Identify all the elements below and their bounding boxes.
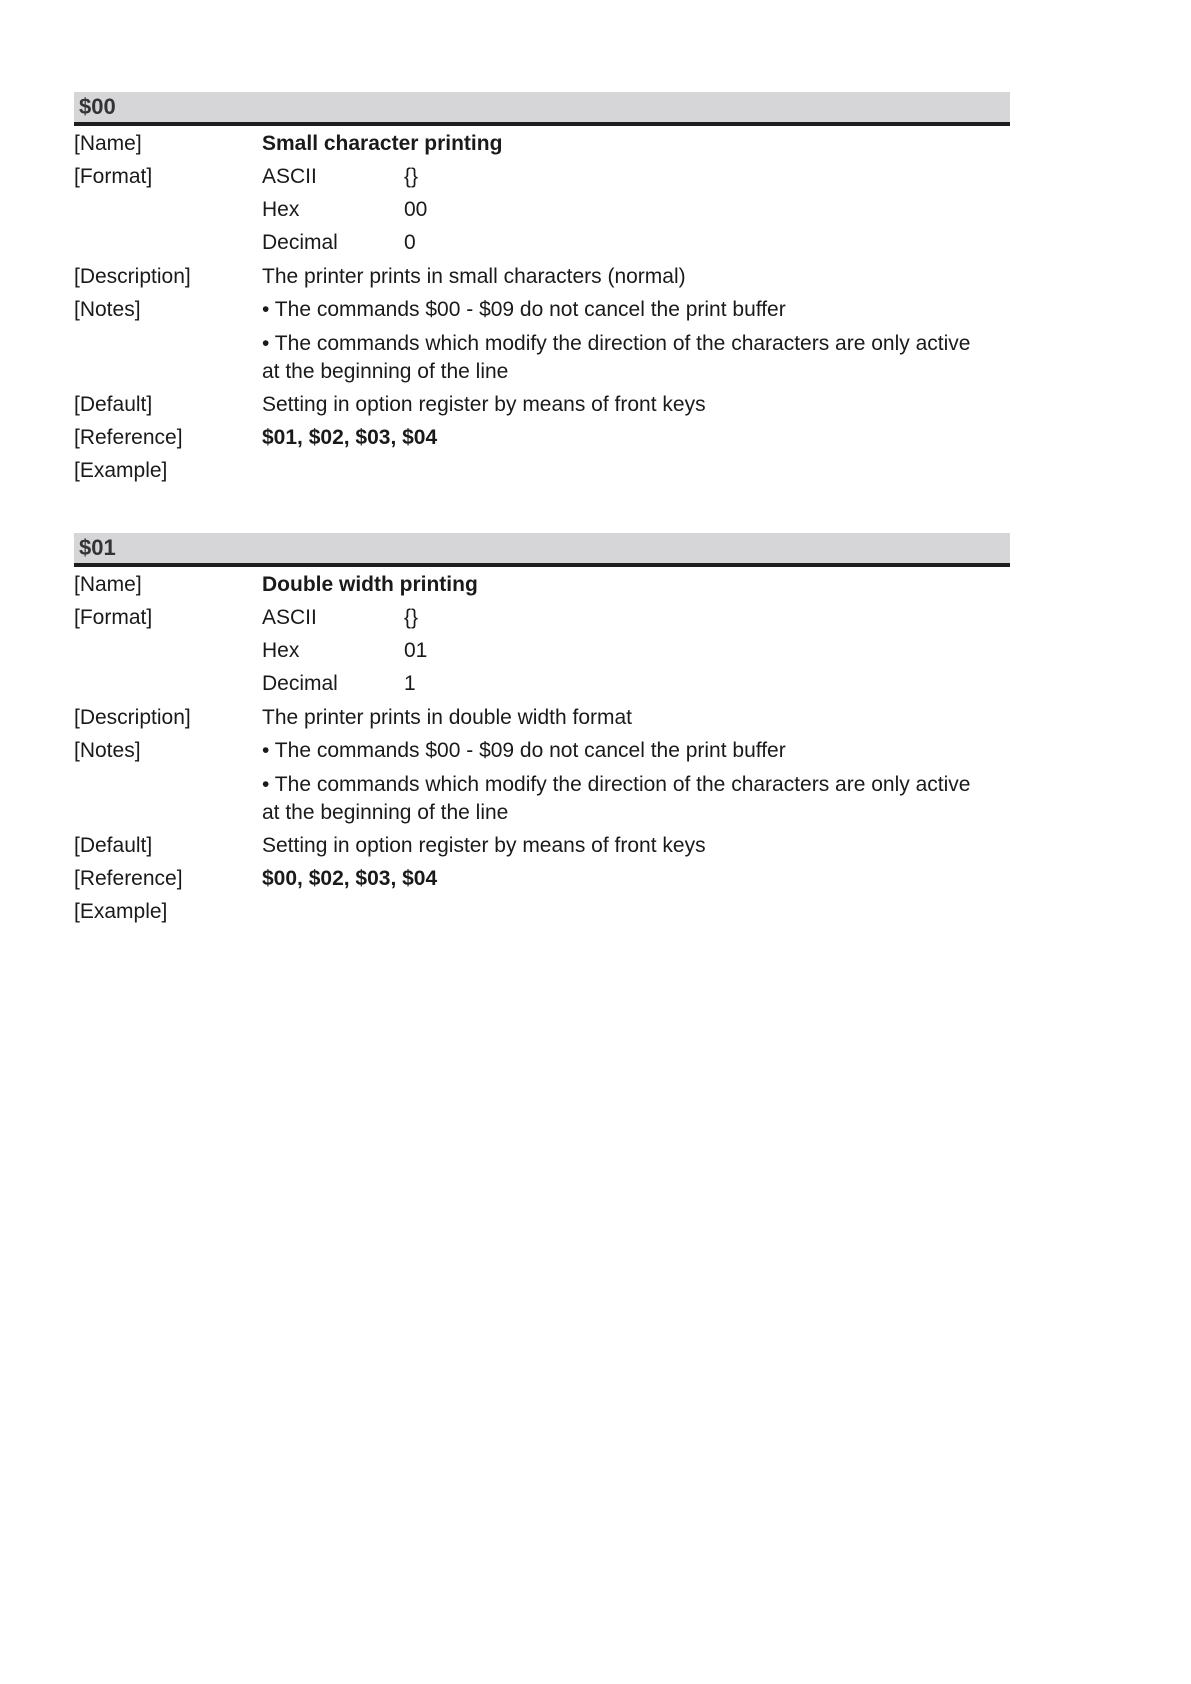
command-code: $00 <box>79 94 116 119</box>
command-name: Double width printing <box>262 573 478 596</box>
reference-row <box>74 865 1010 893</box>
name-row <box>74 571 1010 599</box>
name-row <box>74 130 1010 158</box>
note-item: • The commands which modify the direction of the characters are only active at the beginning of the line <box>262 773 971 824</box>
description-text: The printer prints in small characters (normal) <box>262 265 686 288</box>
example-row <box>74 898 1010 926</box>
default-text: Setting in option register by means of front keys <box>262 393 706 416</box>
format-ascii: ASCII {} <box>262 165 419 188</box>
name-label: [Name] <box>74 573 142 596</box>
reference-text: $00, $02, $03, $04 <box>262 867 438 890</box>
format-row <box>74 604 1010 703</box>
description-label: [Description] <box>74 265 191 288</box>
default-label: [Default] <box>74 393 153 416</box>
reference-label: [Reference] <box>74 426 183 449</box>
default-row <box>74 391 1010 419</box>
format-hex: Hex 01 <box>262 639 428 662</box>
reference-label: [Reference] <box>74 867 183 890</box>
command-name: Small character printing <box>262 132 503 155</box>
reference-text: $01, $02, $03, $04 <box>262 426 438 449</box>
default-row <box>74 832 1010 860</box>
format-row <box>74 163 1010 262</box>
example-label: [Example] <box>74 459 168 482</box>
notes-row <box>74 737 1010 827</box>
format-label: [Format] <box>74 606 153 629</box>
example-text <box>262 457 1010 485</box>
format-ascii: ASCII {} <box>262 606 419 629</box>
note-item: • The commands which modify the direction of the characters are only active at the beginning of the line <box>262 332 971 383</box>
description-label: [Description] <box>74 706 191 729</box>
description-text: The printer prints in double width format <box>262 706 633 729</box>
section-header <box>74 92 1010 126</box>
notes-row <box>74 296 1010 386</box>
name-label: [Name] <box>74 132 142 155</box>
command-section-00 <box>74 92 1010 485</box>
notes-label: [Notes] <box>74 298 141 321</box>
default-text: Setting in option register by means of front keys <box>262 834 706 857</box>
reference-row <box>74 424 1010 452</box>
format-hex: Hex 00 <box>262 198 428 221</box>
description-row <box>74 263 1010 291</box>
format-label: [Format] <box>74 165 153 188</box>
notes-label: [Notes] <box>74 739 141 762</box>
note-item: • The commands $00 - $09 do not cancel the print buffer <box>262 298 786 321</box>
description-row <box>74 704 1010 732</box>
example-text <box>262 898 1010 926</box>
command-code: $01 <box>79 535 116 560</box>
format-decimal: Decimal 0 <box>262 231 416 254</box>
example-row <box>74 457 1010 485</box>
example-label: [Example] <box>74 900 168 923</box>
default-label: [Default] <box>74 834 153 857</box>
note-item: • The commands $00 - $09 do not cancel the print buffer <box>262 739 786 762</box>
section-header <box>74 533 1010 567</box>
format-decimal: Decimal 1 <box>262 672 416 695</box>
command-section-01 <box>74 533 1010 926</box>
